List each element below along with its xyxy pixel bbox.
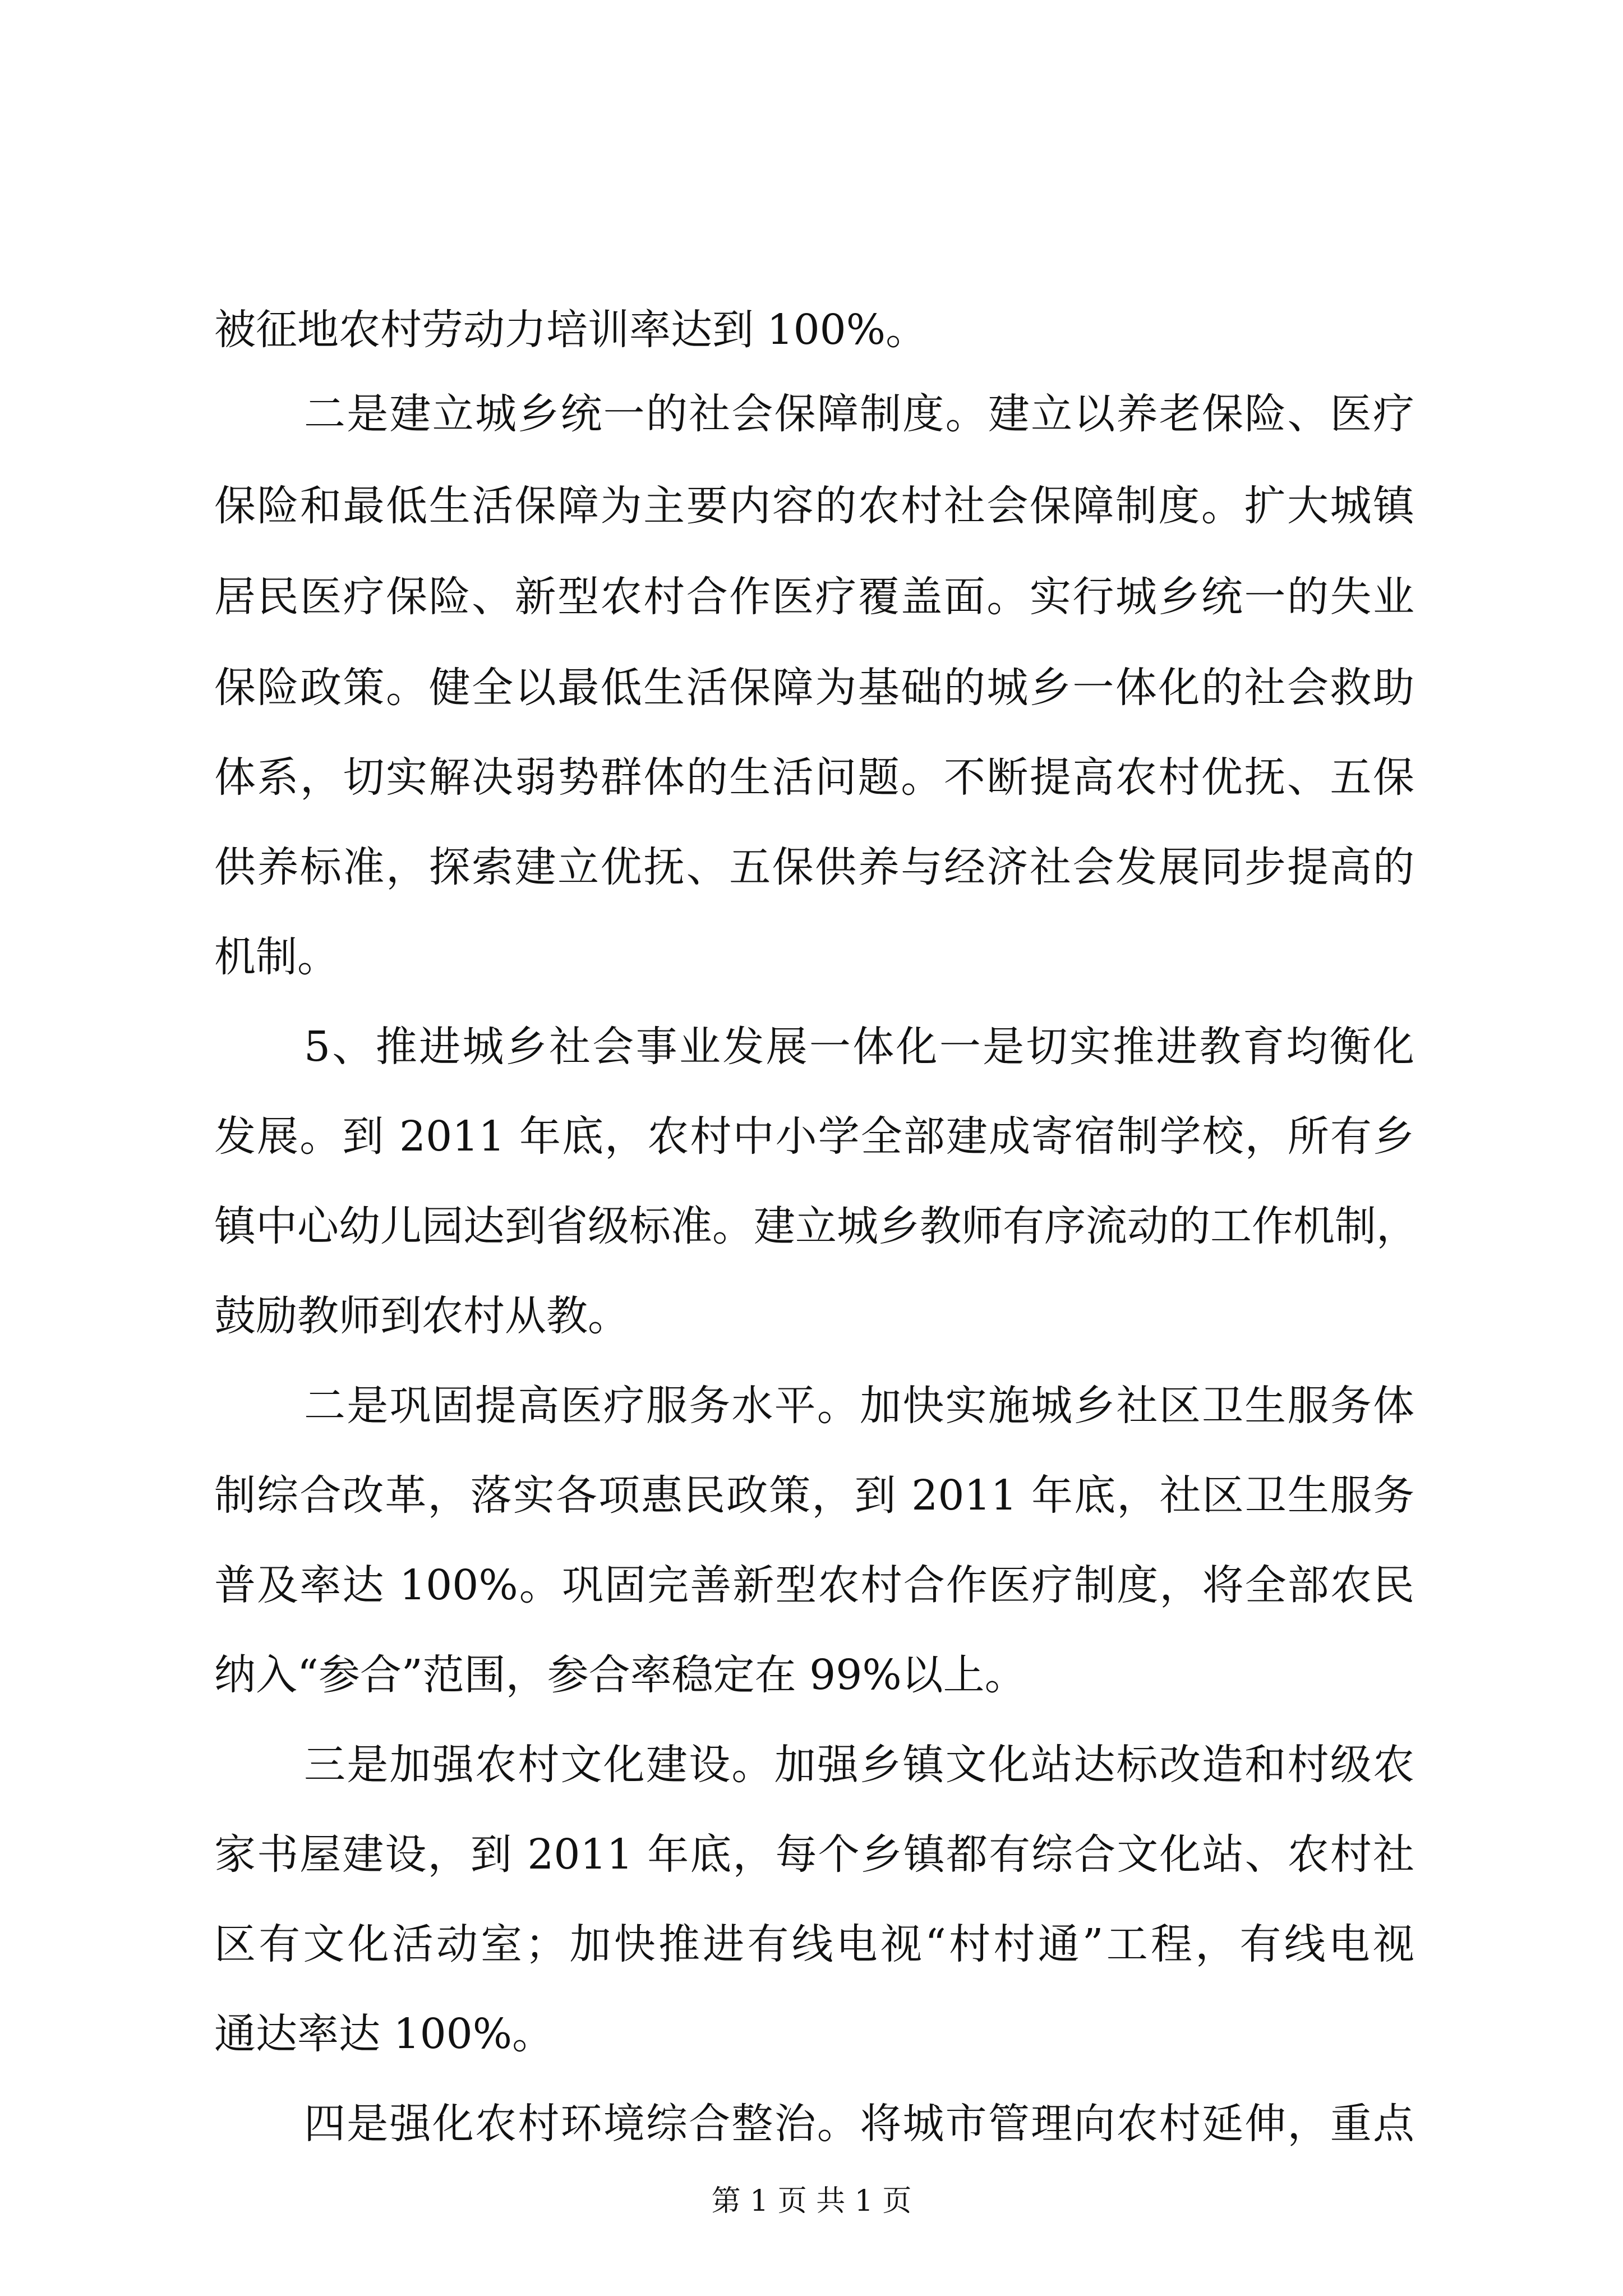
text-line: 制综合改革，落实各项惠民政策，到 2011 年底，社区卫生服务 (214, 1471, 1414, 1520)
text-line: 体系，切实解决弱势群体的生活问题。不断提高农村优抚、五保 (214, 753, 1414, 802)
text-line: 保险和最低生活保障为主要内容的农村社会保障制度。扩大城镇 (214, 482, 1414, 530)
page-number-footer: 第 1 页 共 1 页 (711, 2184, 912, 2218)
text-line: 区有文化活动室；加快推进有线电视“村村通”工程，有线电视 (214, 1920, 1414, 1968)
text-line: 供养标准，探索建立优抚、五保供养与经济社会发展同步提高的 (214, 843, 1414, 891)
text-line: 发展。到 2011 年底，农村中小学全部建成寄宿制学校，所有乡 (214, 1112, 1414, 1161)
paragraph-first-line: 5、推进城乡社会事业发展一体化一是切实推进教育均衡化 (304, 1023, 1414, 1071)
text-line: 被征地农村劳动力培训率达到 100%。 (214, 306, 928, 354)
text-line: 机制。 (214, 933, 339, 981)
text-line: 纳入“参合”范围，参合率稳定在 99%以上。 (214, 1651, 1026, 1699)
text-line: 保险政策。健全以最低生活保障为基础的城乡一体化的社会救助 (214, 664, 1414, 712)
paragraph-first-line: 二是建立城乡统一的社会保障制度。建立以养老保险、医疗 (304, 390, 1414, 438)
paragraph-first-line: 三是加强农村文化建设。加强乡镇文化站达标改造和村级农 (304, 1741, 1414, 1789)
text-line: 家书屋建设，到 2011 年底，每个乡镇都有综合文化站、农村社 (214, 1830, 1414, 1879)
paragraph-first-line: 四是强化农村环境综合整治。将城市管理向农村延伸，重点 (304, 2100, 1414, 2148)
text-line: 鼓励教师到农村从教。 (214, 1292, 629, 1340)
paragraph-first-line: 二是巩固提高医疗服务水平。加快实施城乡社区卫生服务体 (304, 1382, 1414, 1430)
text-line: 居民医疗保险、新型农村合作医疗覆盖面。实行城乡统一的失业 (214, 573, 1414, 621)
text-line: 普及率达 100%。巩固完善新型农村合作医疗制度，将全部农民 (214, 1561, 1414, 1609)
text-line: 通达率达 100%。 (214, 2010, 554, 2058)
text-line: 镇中心幼儿园达到省级标准。建立城乡教师有序流动的工作机制， (214, 1202, 1418, 1250)
